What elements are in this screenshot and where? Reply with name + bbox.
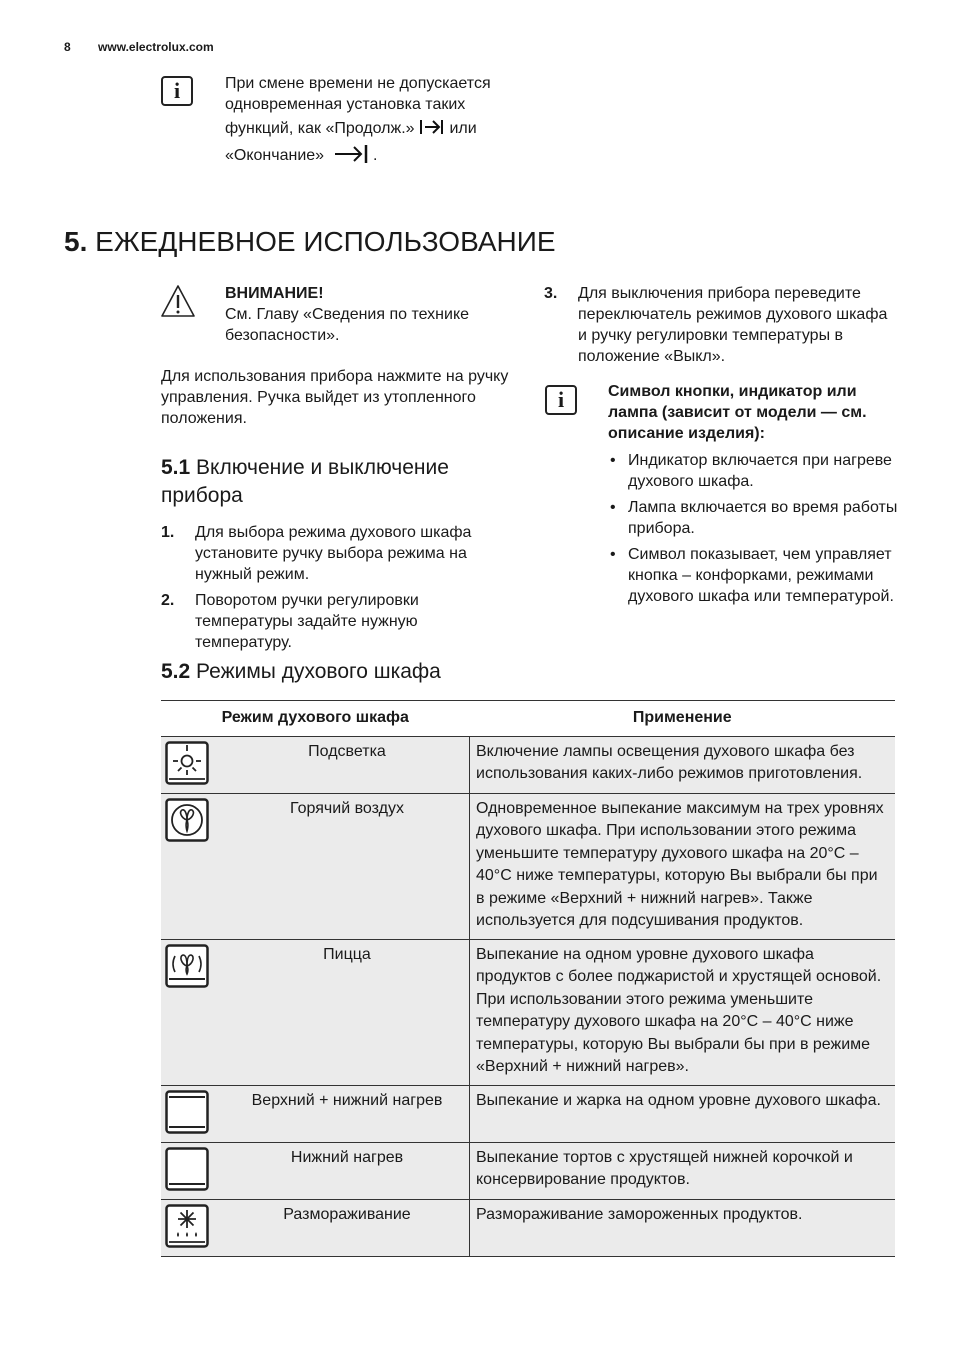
defrost-icon [165,1204,209,1248]
section-title-text: ЕЖЕДНЕВНОЕ ИСПОЛЬЗОВАНИЕ [95,226,556,257]
top-bottom-heat-icon [165,1090,209,1134]
mode-description: Размораживание замороженных продуктов. [470,1199,896,1256]
mode-name: Горячий воздух [225,793,470,939]
steps-list [161,522,516,658]
mode-name: Пицца [225,939,470,1085]
mode-icon-cell [161,793,225,939]
warning-icon [160,284,196,318]
subsection-5-2-title: 5.2 Режимы духового шкафа [161,660,441,683]
table-row [161,939,895,1085]
note-bullets [608,450,898,612]
page-header [64,40,214,54]
intro-paragraph: Для использования прибора нажмите на ручку управления. Ручка выйдет из утопленного положения. [161,368,509,427]
mode-name: Верхний + нижний нагрев [225,1085,470,1142]
mode-name: Нижний нагрев [225,1142,470,1199]
continue-symbol-icon [419,118,445,136]
warning-block [225,283,515,346]
mode-icon-cell [161,1199,225,1256]
table-row [161,1199,895,1256]
mode-description: Включение лампы освещения духового шкафа без использования каких-либо режимов приготовления. [470,736,896,793]
info-icon: i [161,76,193,106]
pizza-icon [165,944,209,988]
warning-title: ВНИМАНИЕ! [225,285,324,302]
mode-icon-cell [161,939,225,1085]
section-title [64,226,556,258]
mode-description: Выпекание тортов с хрустящей нижней корочкой и консервирование продуктов. [470,1142,896,1199]
top-note-line1: При смене времени не допускается [225,75,491,92]
mode-name: Подсветка [225,736,470,793]
site-url: www.electrolux.com [98,40,214,54]
fan-icon [165,798,209,842]
list-item: • Индикатор включается при нагреве духового шкафа. [608,450,898,492]
list-item: 2. Поворотом ручки регулировки температуры задайте нужную температуру. [161,592,419,651]
mode-description: Выпекание и жарка на одном уровне духового шкафа. [470,1085,896,1142]
list-item: 1. Для выбора режима духового шкафа установите ручку выбора режима на нужный режим. [161,524,472,583]
end-symbol-icon [329,143,369,165]
subsection-5-1-title: 5.1 Включение и выключение прибора [161,456,449,507]
mode-icon-cell [161,1142,225,1199]
table-row [161,736,895,793]
column-header-mode: Режим духового шкафа [161,701,470,737]
mode-name: Размораживание [225,1199,470,1256]
mode-description: Выпекание на одном уровне духового шкафа продуктов с более поджаристой и хрустящей основой. При использовании этого режима уменьшите температуру духового шкафа на 20°C – 40°C ниже температуры, которую Вы выбрали бы при в режиме «Верхний + нижний нагрев». [470,939,896,1085]
list-item: • Символ показывает, чем управляет кнопка – конфорками, режимами духового шкафа или температурой. [608,544,898,607]
list-item: 3. Для выключения прибора переведите переключатель режимов духового шкафа и ручку регулировки температуры в положение «Выкл». [544,285,888,365]
top-note-line4: «Окончание» . [225,143,525,166]
top-note-line2: одновременная установка таких [225,96,466,113]
info-icon: i [545,385,577,415]
steps-list-continued [544,283,894,372]
mode-icon-cell [161,736,225,793]
section-number: 5. [64,226,88,257]
lamp-icon [165,741,209,785]
table-row [161,1085,895,1142]
column-header-usage: Применение [470,701,896,737]
warning-text: См. Главу «Сведения по технике безопасности». [225,306,470,344]
bottom-heat-icon [165,1147,209,1191]
table-row [161,1142,895,1199]
table-header-row [161,701,895,737]
list-item: • Лампа включается во время работы прибора. [608,497,898,539]
mode-icon-cell [161,1085,225,1142]
table-row [161,793,895,939]
top-note [225,73,525,166]
mode-description: Одновременное выпекание максимум на трех уровнях духового шкафа. При использовании этого режима уменьшите температуру духового шкафа на 20°C – 40°C ниже температуры, которую Вы выбрали бы при в режиме «Верхний + нижний нагрев». Также используется для подсушивания продуктов. [470,793,896,939]
top-note-line3: функций, как «Продолж.» или [225,120,477,137]
note-title: Символ кнопки, индикатор или лампа (зависит от модели — см. описание изделия): [608,383,867,442]
page-number: 8 [64,40,71,54]
oven-modes-table [161,700,895,1257]
